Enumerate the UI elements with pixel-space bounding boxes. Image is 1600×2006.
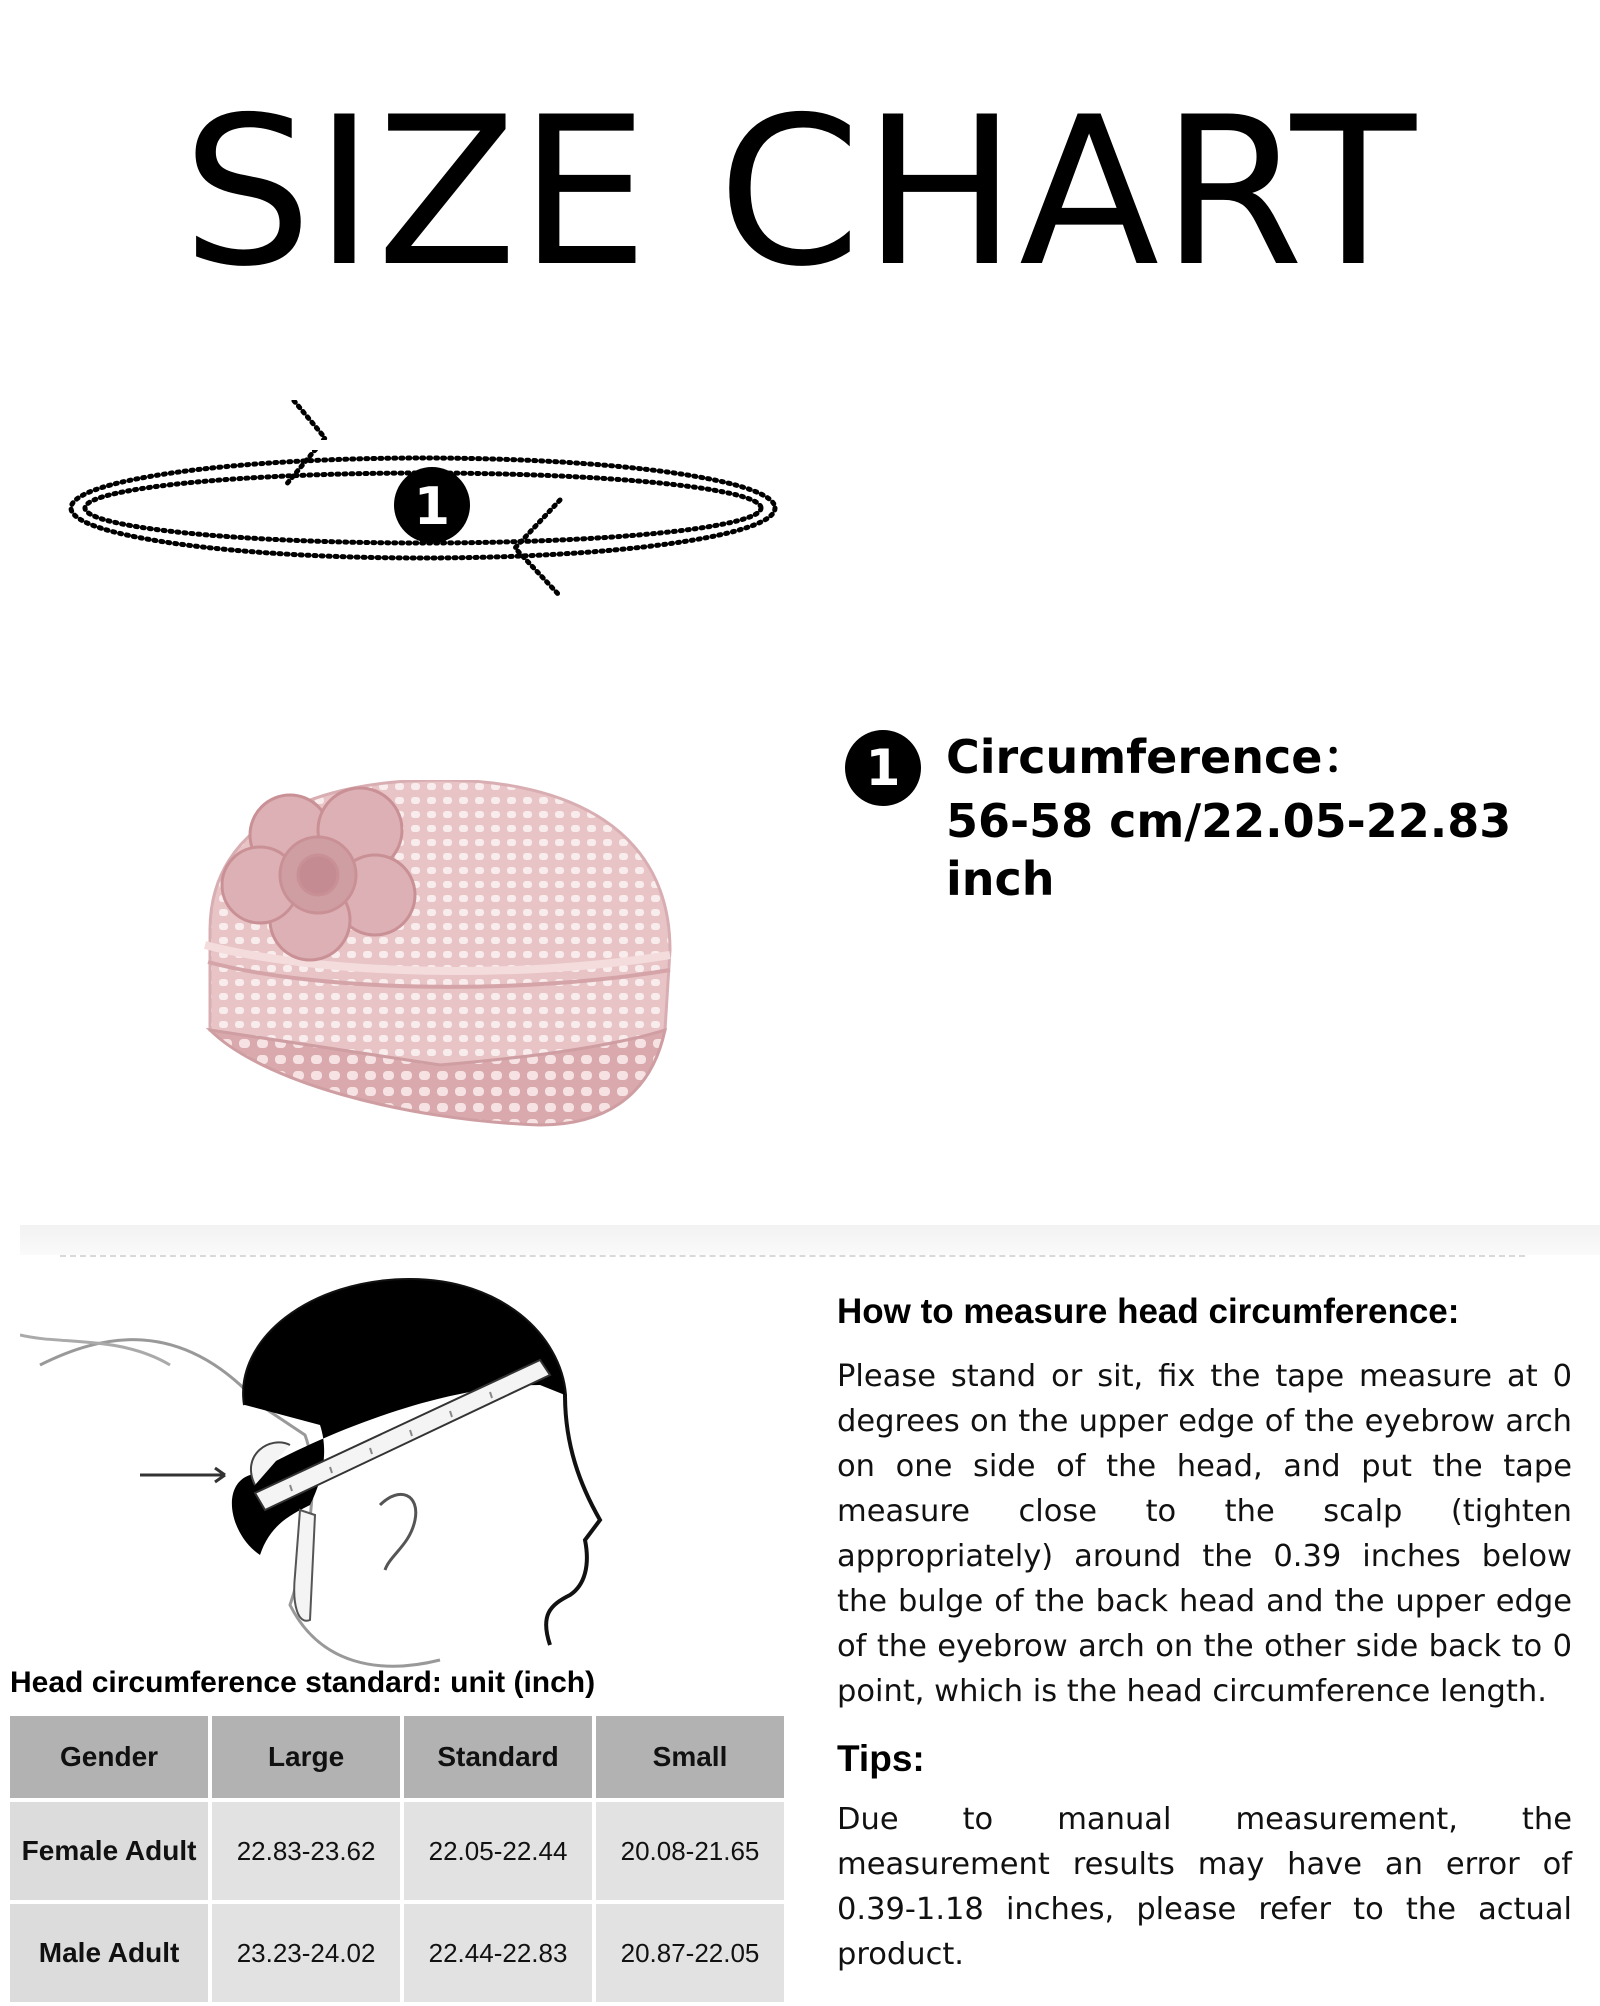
- circumference-value: 56-58 cm/22.05-22.83 inch: [946, 794, 1512, 906]
- column-header-small: Small: [596, 1716, 784, 1798]
- circumference-label: Circumference：: [946, 730, 1369, 784]
- size-table: [6, 1712, 788, 2006]
- page-title: SIZE CHART: [182, 74, 1418, 312]
- table-row: [10, 1802, 784, 1900]
- measurement-ring-diagram: [60, 400, 800, 620]
- table-cell: 22.83-23.62: [212, 1802, 400, 1900]
- column-header-standard: Standard: [404, 1716, 592, 1798]
- table-cell: 20.87-22.05: [596, 1904, 784, 2002]
- tips-text: Due to manual measurement, the measurement results may have an error of 0.39-1.18 inches, please refer to the actual product.: [837, 1802, 1572, 1972]
- table-cell: 22.05-22.44: [404, 1802, 592, 1900]
- table-cell: 22.44-22.83: [404, 1904, 592, 2002]
- how-to-measure-text: Please stand or sit, fix the tape measure at 0 degrees on the upper edge of the eyebrow arch on one side of the head, and put the tape measure close to the scalp (tighten appropriately) around the 0.39 inches below the bulge of the back head and the upper edge of the eyebrow arch on the other side back to 0 point, which is the head circumference length.: [837, 1359, 1572, 1709]
- tips-heading: Tips:: [837, 1738, 925, 1779]
- row-header-male-adult: Male Adult: [10, 1904, 208, 2002]
- table-cell: 20.08-21.65: [596, 1802, 784, 1900]
- table-row: [10, 1904, 784, 2002]
- row-header-female-adult: Female Adult: [10, 1802, 208, 1900]
- how-to-measure-heading: How to measure head circumference:: [837, 1292, 1460, 1331]
- size-table-title: Head circumference standard: unit (inch): [10, 1666, 596, 1699]
- circumference-badge: 1: [845, 730, 921, 806]
- table-header-row: [10, 1716, 784, 1798]
- hat-image: [200, 780, 680, 1130]
- table-cell: 23.23-24.02: [212, 1904, 400, 2002]
- column-header-large: Large: [212, 1716, 400, 1798]
- section-band: [20, 1225, 1600, 1255]
- column-header-gender: Gender: [10, 1716, 208, 1798]
- head-measuring-illustration: [20, 1275, 800, 1675]
- diagram-badge-number: 1: [413, 477, 451, 537]
- dashed-divider: [60, 1255, 1525, 1257]
